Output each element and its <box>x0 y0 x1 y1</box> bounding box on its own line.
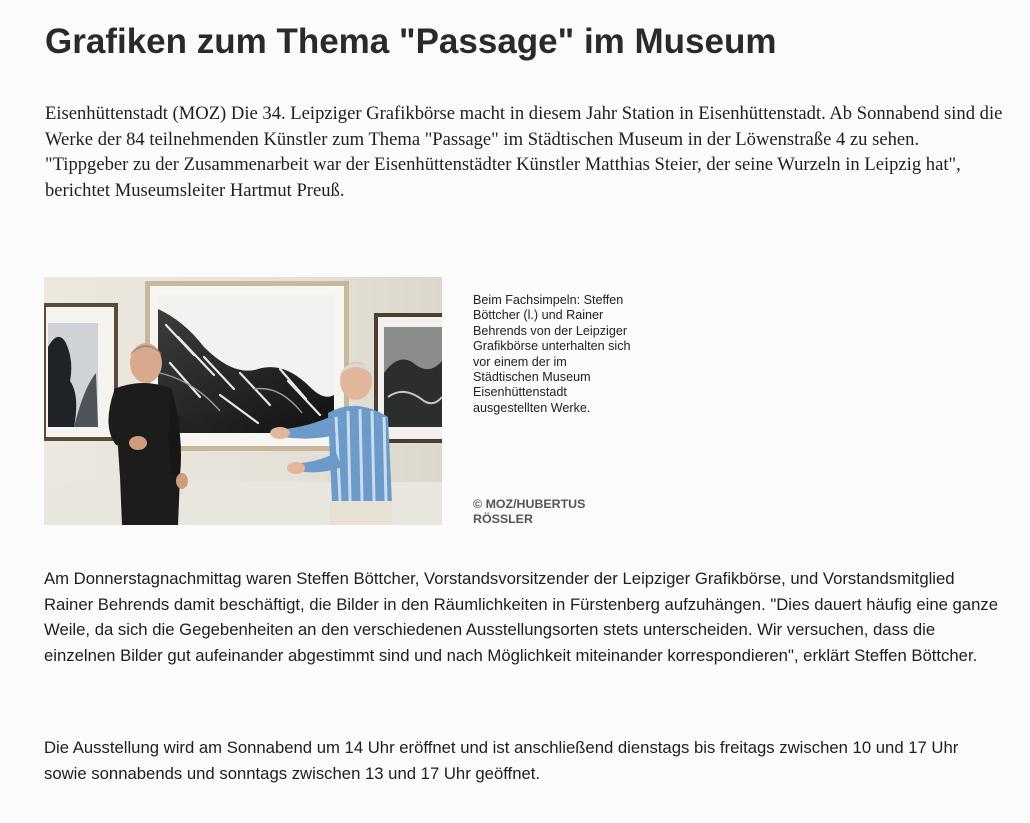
article-paragraph: Die Ausstellung wird am Sonnabend um 14 Uhr eröffnet und ist anschließend dienstags bis freitags zwischen 10 und 17 Uhr sowie sonnabends und sonntags zwischen 13 und 17 Uhr geöffnet. <box>44 738 959 783</box>
article-headline: Grafiken zum Thema "Passage" im Museum <box>45 22 777 61</box>
photo-credit: © MOZ/HUBERTUS RÖSSLER <box>473 497 586 527</box>
article-photo <box>44 277 442 525</box>
article-paragraph: Am Donnerstagnachmittag waren Steffen Böttcher, Vorstandsvorsitzender der Leipziger Grafikbörse, und Vorstandsmitglied Rainer Behrends damit beschäftigt, die Bilder in den Räumlichkeiten in Fürstenberg aufzuhängen. "Dies dauert häufig eine ganze Weile, da sich die Gegebenheiten an den verschiedenen Ausstellungsorten stets unterscheiden. Wir versuchen, dass die einzelnen Bilder gut aufeinander abgestimmt sind und nach Möglichkeit miteinander korrespondieren", erklärt Steffen Böttcher. <box>44 569 998 666</box>
article-lead: Eisenhüttenstadt (MOZ) Die 34. Leipziger Grafikbörse macht in diesem Jahr Station in Eisenhüttenstadt. Ab Sonnabend sind die Werke der 84 teilnehmenden Künstler zum Thema "Passage" im Städtischen Museum in der Löwenstraße 4 zu sehen. "Tippgeber zu der Zusammenarbeit war der Eisenhüttenstädter Künstler Matthias Steier, der seine Wurzeln in Leipzig hat", berichtet Museumsleiter Hartmut Preuß. <box>45 103 1003 201</box>
photo-caption: Beim Fachsimpeln: Steffen Böttcher (l.) und Rainer Behrends von der Leipziger Grafikbörse unterhalten sich vor einem der im Städtischen Museum Eisenhüttenstadt ausgestellten Werke. <box>473 293 631 415</box>
left-artwork <box>44 303 118 441</box>
photo-illustration <box>44 277 442 525</box>
